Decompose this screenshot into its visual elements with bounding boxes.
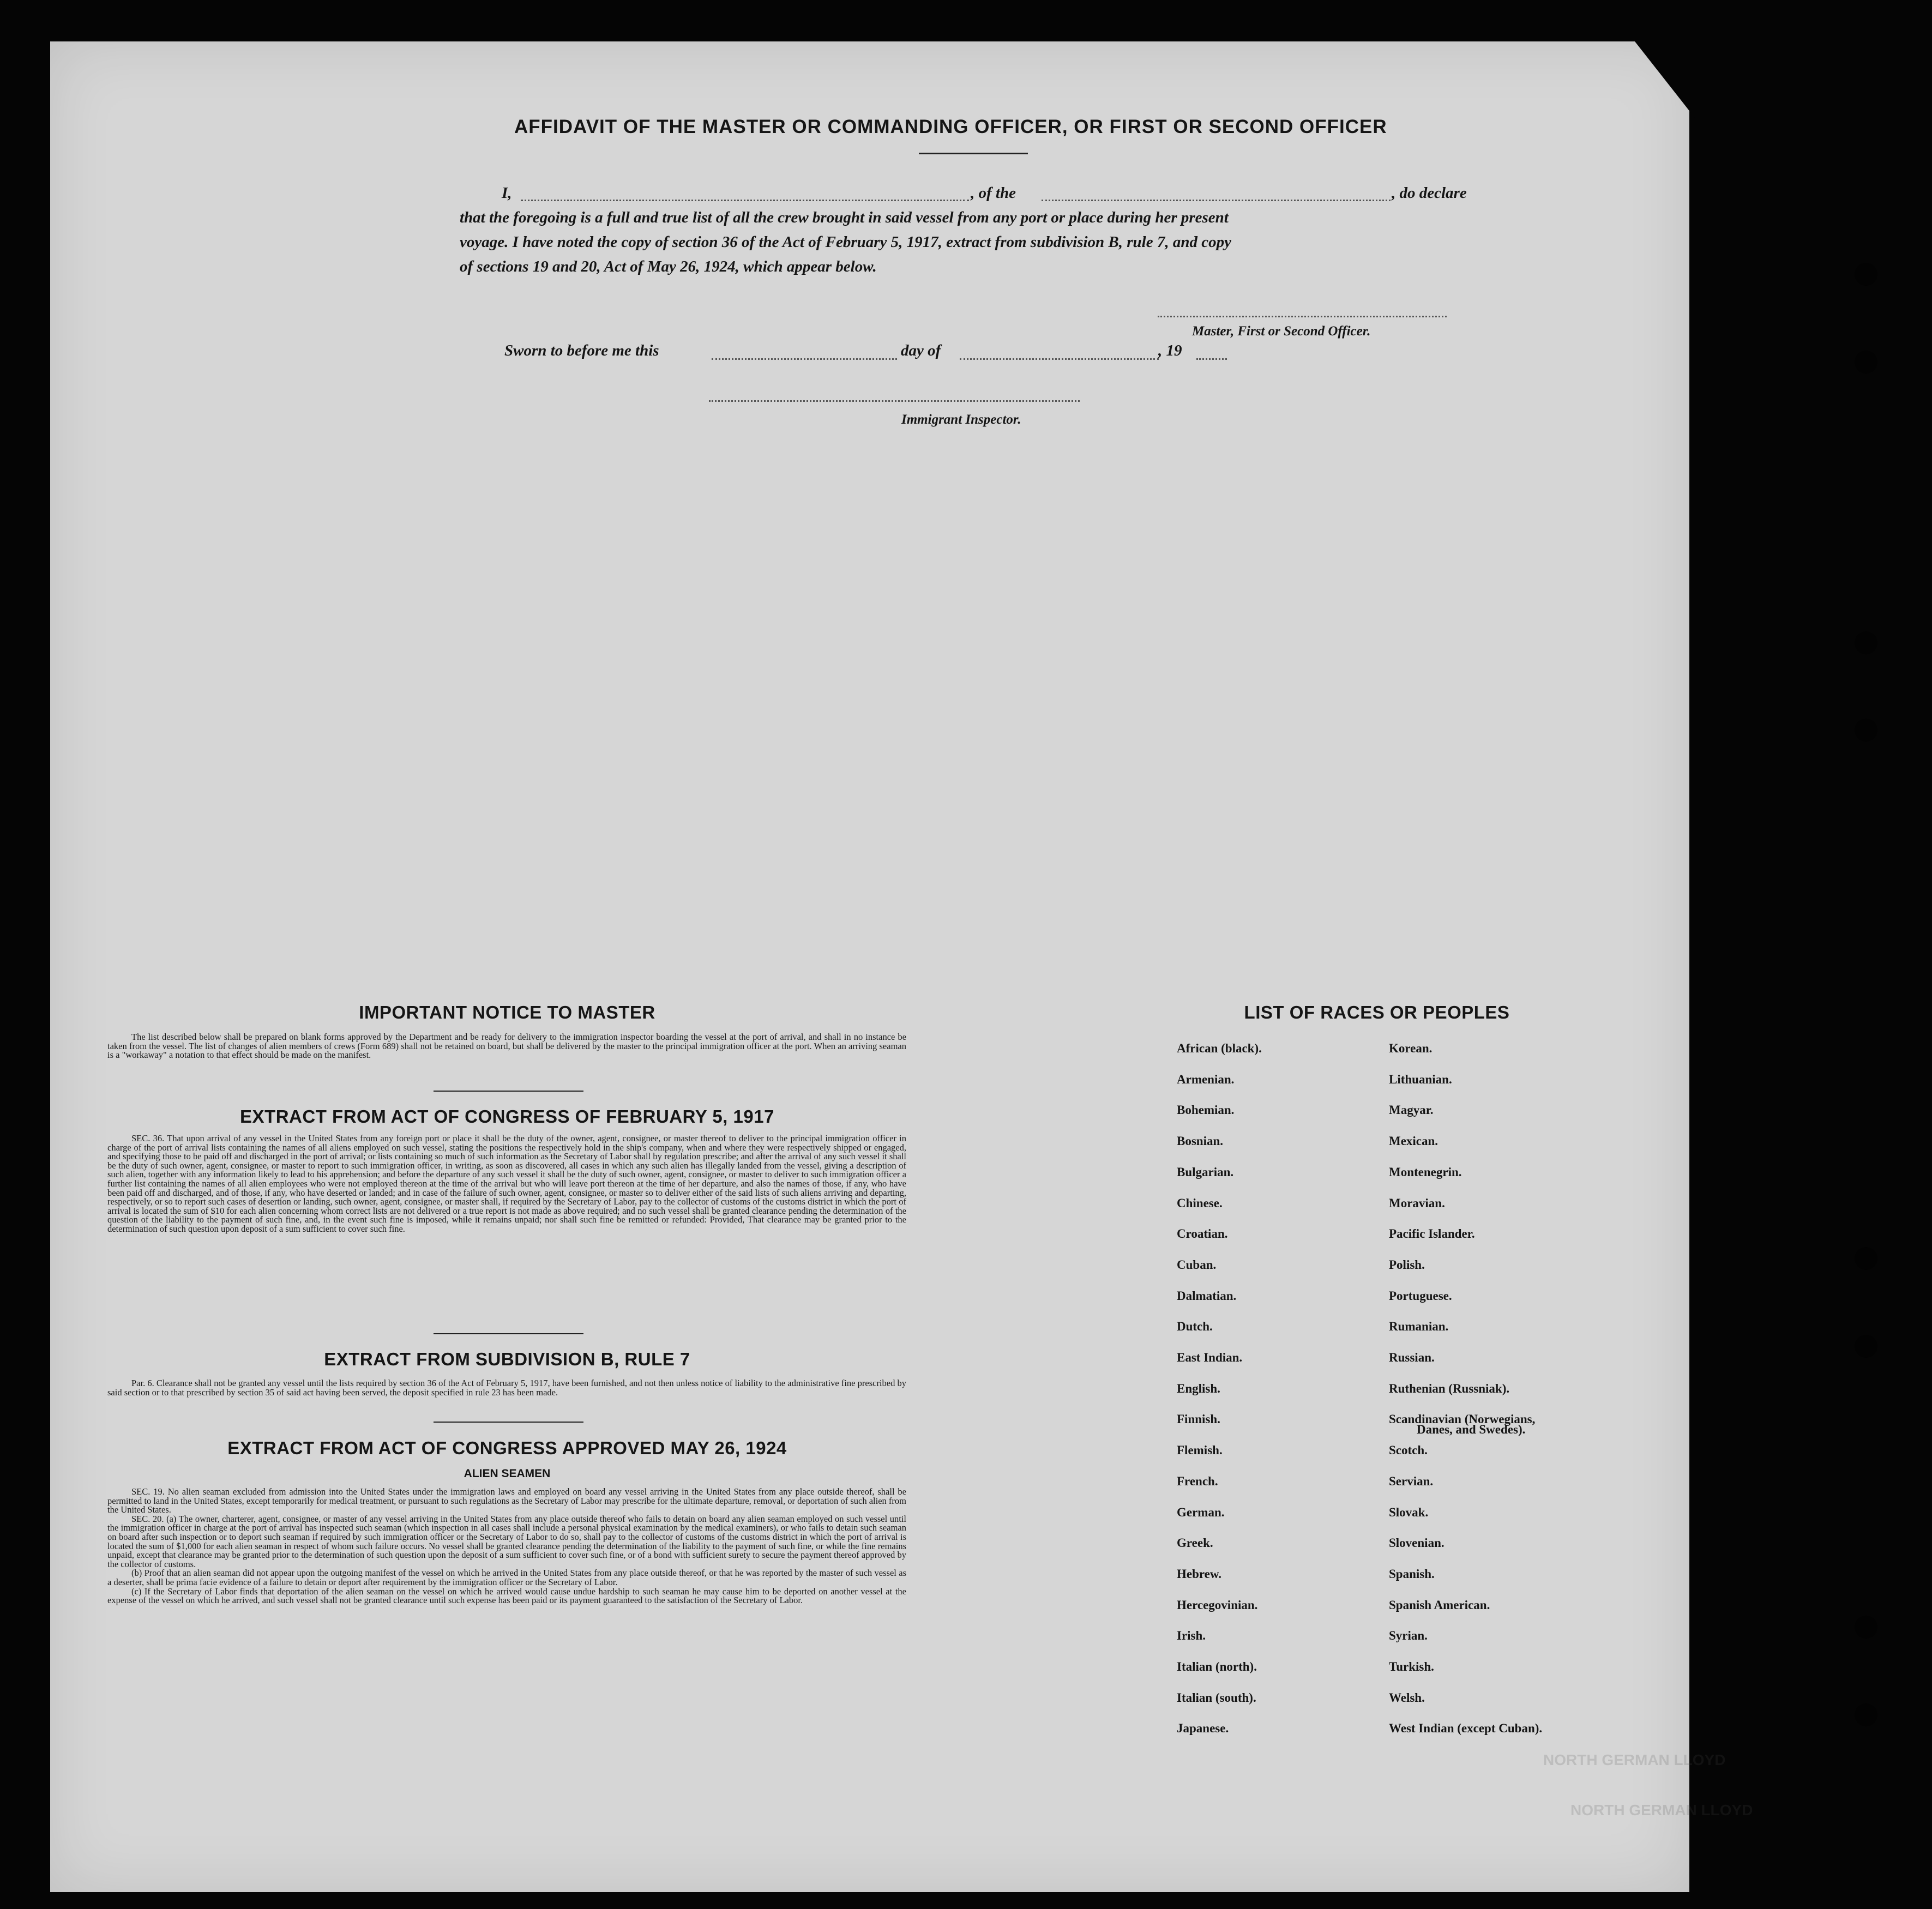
race-item: Magyar. xyxy=(1389,1103,1434,1117)
binder-hole xyxy=(1855,1247,1877,1270)
race-item: Turkish. xyxy=(1389,1660,1434,1673)
title-divider xyxy=(919,153,1028,154)
extract-1917-divider xyxy=(434,1333,583,1334)
race-item: Flemish. xyxy=(1177,1443,1223,1458)
race-item: Servian. xyxy=(1389,1474,1434,1488)
race-item: Cuban. xyxy=(1177,1257,1217,1272)
binder-hole xyxy=(1855,351,1877,374)
race-item: Welsh. xyxy=(1389,1690,1425,1705)
race-item: Polish. xyxy=(1389,1257,1425,1272)
race-item: Scandinavian (Norwegians, xyxy=(1389,1412,1536,1426)
extract-1917-title: EXTRACT FROM ACT OF CONGRESS OF FEBRUARY 5, 1917 xyxy=(240,1106,774,1127)
race-item: Spanish American. xyxy=(1389,1598,1490,1612)
race-item: Italian (north). xyxy=(1177,1660,1257,1673)
race-item: Russian. xyxy=(1389,1351,1435,1364)
stamp-line-2: NORTH GERMAN LLOYD xyxy=(1570,1802,1753,1818)
binder-hole xyxy=(1855,631,1877,654)
extract-1924-text xyxy=(107,1488,906,1605)
sworn-month-field[interactable] xyxy=(960,358,1159,360)
stamp-line-1: NORTH GERMAN LLOYD xyxy=(1543,1751,1726,1768)
notice-divider xyxy=(434,1091,583,1092)
race-item: African (black). xyxy=(1177,1041,1262,1055)
affidavit-title: AFFIDAVIT OF THE MASTER OR COMMANDING OFFICER, OR FIRST OR SECOND OFFICER xyxy=(514,116,1387,137)
affidavit-line1-of-the: , of the xyxy=(971,184,1016,202)
race-item: Chinese. xyxy=(1177,1196,1223,1210)
race-item: Greek. xyxy=(1177,1536,1213,1550)
year-text: , 19 xyxy=(1158,342,1182,359)
race-item: Mexican. xyxy=(1389,1134,1439,1148)
alien-seamen-subtitle: ALIEN SEAMEN xyxy=(464,1467,551,1480)
races-title: LIST OF RACES OR PEOPLES xyxy=(1244,1002,1510,1022)
binder-hole xyxy=(1855,1616,1877,1639)
master-label: Master, First or Second Officer. xyxy=(1192,324,1371,339)
race-item-scandinavian-cont: Danes, and Swedes). xyxy=(1417,1423,1526,1436)
torn-corner xyxy=(1635,41,1695,118)
officer-name-field[interactable] xyxy=(521,200,969,201)
affidavit-line1-i: I, xyxy=(502,184,512,202)
race-item: Finnish. xyxy=(1177,1412,1220,1426)
race-item: Italian (south). xyxy=(1177,1690,1256,1705)
race-item: Slovak. xyxy=(1389,1505,1429,1519)
binder-hole xyxy=(1855,1335,1877,1358)
race-item: Irish. xyxy=(1177,1629,1206,1643)
sworn-day-field[interactable] xyxy=(712,358,897,360)
extract-1924-title: EXTRACT FROM ACT OF CONGRESS APPROVED MAY 26, 1924 xyxy=(227,1438,787,1458)
race-item: Croatian. xyxy=(1177,1227,1228,1241)
race-item: Slovenian. xyxy=(1389,1536,1445,1550)
race-item: French. xyxy=(1177,1474,1218,1488)
race-item: German. xyxy=(1177,1505,1225,1519)
race-item: Syrian. xyxy=(1389,1629,1428,1643)
race-item: Rumanian. xyxy=(1389,1320,1449,1334)
notice-text-content: The list described below shall be prepared on blank forms approved by the Department and be ready for delivery to the immigration inspector boarding the vessel at the port of arrival, and shall in no instance be taken from the vessel. The list of changes of alien members of crews (Form 689) shall not be retained on board, but shall be delivered by the master to the principal immigration officer at the port. When an arriving seaman is a "workaway" a notation to that effect should be made on the manifest. xyxy=(107,1032,906,1061)
subdivision-b-title: EXTRACT FROM SUBDIVISION B, RULE 7 xyxy=(324,1349,690,1369)
subdivision-b-text xyxy=(107,1379,906,1397)
sec20c-text: (c) If the Secretary of Labor finds that deportation of the alien seaman on the vessel on which he arrived would cause undue hardship to such seaman he may cause him to be deported on another vessel at the expense of the vessel on which he arrived, and such vessel shall not be granted clearance until such expense has been paid or its payment guaranteed to the satisfaction of the Secretary of Labor. xyxy=(107,1586,906,1606)
race-item: English. xyxy=(1177,1381,1220,1395)
binder-hole xyxy=(1855,263,1877,286)
race-item: Armenian. xyxy=(1177,1072,1235,1086)
race-item: Moravian. xyxy=(1389,1196,1445,1210)
inspector-signature-field[interactable] xyxy=(709,400,1080,402)
sec19-text: SEC. 19. No alien seaman excluded from admission into the United States under the immigration laws and employed on board any vessel arriving in the United States from any place outside thereof, shall be permitted to land in the United States, except temporarily for medical treatment, or pursuant to such regulations as the Secretary of Labor may prescribe for the ultimate departure, removal, or deportation of such alien from the United States. xyxy=(107,1486,906,1515)
binder-hole xyxy=(1855,719,1877,742)
race-item: Spanish. xyxy=(1389,1567,1435,1581)
inspector-label: Immigrant Inspector. xyxy=(901,412,1021,427)
affidavit-line4: of sections 19 and 20, Act of May 26, 1924, which appear below. xyxy=(460,258,877,275)
vessel-name-field[interactable] xyxy=(1042,200,1391,201)
affidavit-line1-do-declare: , do declare xyxy=(1392,184,1467,202)
race-item: Montenegrin. xyxy=(1389,1165,1462,1179)
notice-title: IMPORTANT NOTICE TO MASTER xyxy=(359,1002,655,1022)
extract-1917-content: SEC. 36. That upon arrival of any vessel in the United States from any foreign port or place it shall be the duty of the owner, agent, consignee, or master thereof to deliver to the principal immigration officer in charge of the port of arrival lists containing the names of all aliens employed on such vessel, stating the positions the respectively hold in the ship's company, when and where they were respectively shipped or engaged, and specifying those to be paid off and discharged in the port of arrival; or lists containing so much of such information as the Secretary of Labor shall by regulation prescribe; and after the arrival of any such vessel it shall be the duty of such owner, agent, consignee, or master to report to such immigration officer, in writing, as soon as discovered, all cases in which any such alien has illegally landed from the vessel, giving a description of such alien, together with any information likely to lead to his apprehension; and before the departure of any such vessel it shall be the duty of such owner, agent, consignee, or master to deliver to such immigration officer a further list containing the names of all alien employees who were not employed thereon at the time of the arrival but who will leave port thereon at the time of her departure, and also the names of those, if any, who have been paid off and discharged, and of those, if any, who have deserted or landed; and in case of the failure of such owner, agent, consignee, or master so to deliver either of the said lists of such aliens arriving and departing, respectively, or so to report such cases of desertion or landing, such owner, agent, consignee, or master shall, if required by the Secretary of Labor, pay to the collector of customs of the customs district in which the port of arrival is located the sum of $10 for each alien concerning whom correct lists are not delivered or a true report is not made as above required; and no such vessel shall be granted clearance pending the determination of the question of the liability to the payment of such fine, and, in the event such fine is imposed, while it remains unpaid; nor shall such fine be remitted or refunded: Provided, That clearance may be granted prior to the determination of such question upon deposit of a sum sufficient to cover such fine. xyxy=(107,1133,906,1234)
race-item: West Indian (except Cuban). xyxy=(1389,1721,1543,1736)
race-item: Japanese. xyxy=(1177,1721,1229,1736)
race-item: Lithuanian. xyxy=(1389,1072,1452,1086)
document-page xyxy=(50,41,1689,1892)
affidavit-line3: voyage. I have noted the copy of section 36 of the Act of February 5, 1917, extract from subdivision B, rule 7, and copy xyxy=(460,233,1231,251)
race-item: Korean. xyxy=(1389,1041,1433,1055)
race-item: Dutch. xyxy=(1177,1320,1213,1334)
race-item: Bulgarian. xyxy=(1177,1165,1234,1179)
race-item: Hercegovinian. xyxy=(1177,1598,1258,1612)
subdivision-b-content: Par. 6. Clearance shall not be granted any vessel until the lists required by section 36 of the Act of February 5, 1917, have been furnished, and not then unless notice of liability to the administrative fine prescribed by said section or to that prescribed by section 35 of said act having been served, the deposit specified in rule 23 has been made. xyxy=(107,1378,906,1398)
affidavit-line2: that the foregoing is a full and true list of all the crew brought in said vessel from any port or place during her present xyxy=(460,209,1229,226)
race-item: Dalmatian. xyxy=(1177,1288,1237,1303)
notice-text xyxy=(107,1033,906,1060)
race-item: Bosnian. xyxy=(1177,1134,1224,1148)
master-signature-field[interactable] xyxy=(1158,316,1447,317)
race-item: Hebrew. xyxy=(1177,1567,1221,1581)
ink-stamp xyxy=(1521,1750,1772,1859)
sworn-year-field[interactable] xyxy=(1196,358,1227,360)
sec20b-text: (b) Proof that an alien seaman did not appear upon the outgoing manifest of the vessel on which he arrived in the United States from any place outside thereof, or that he was reported by the master of such vessel as a deserter, shall be prima facie evidence of a failure to detain or deport after requirement by the immigration officer or the Secretary of Labor. xyxy=(107,1568,906,1587)
race-item: Pacific Islander. xyxy=(1389,1227,1475,1241)
day-of-text: day of xyxy=(901,342,941,359)
race-item: East Indian. xyxy=(1177,1351,1243,1364)
race-item: Scotch. xyxy=(1389,1443,1428,1458)
sec20a-text: SEC. 20. (a) The owner, charterer, agent, consignee, or master of any vessel arriving in the United States from any place outside thereof who fails to detain on board any alien seaman employed on such vessel until the immigration officer in charge at the port of arrival has inspected such seaman (which inspection in all cases shall include a personal physical examination by the medical examiners), or who fails to detain such seaman on board after such inspection or to deport such seaman if required by such immigration officer or the Secretary of Labor to do so, shall pay to the collector of customs of the customs district in which the port of arrival is located the sum of $1,000 for each alien seaman in respect of whom such failure occurs. No vessel shall be granted clearance pending the determination of the liability to the payment of such fine, or while the fine remains unpaid, except that clearance may be granted prior to the determination of such question upon the deposit of a sum sufficient to cover such fine, or of a bond with sufficient surety to secure the payment thereof approved by the collector of customs. xyxy=(107,1513,906,1569)
extract-1917-text xyxy=(107,1134,906,1234)
subdivision-b-divider xyxy=(434,1422,583,1423)
sworn-text: Sworn to before me this xyxy=(504,342,659,359)
race-item: Ruthenian (Russniak). xyxy=(1389,1381,1510,1395)
race-item: Portuguese. xyxy=(1389,1288,1452,1303)
race-item: Bohemian. xyxy=(1177,1103,1235,1117)
binder-hole xyxy=(1855,1703,1877,1726)
